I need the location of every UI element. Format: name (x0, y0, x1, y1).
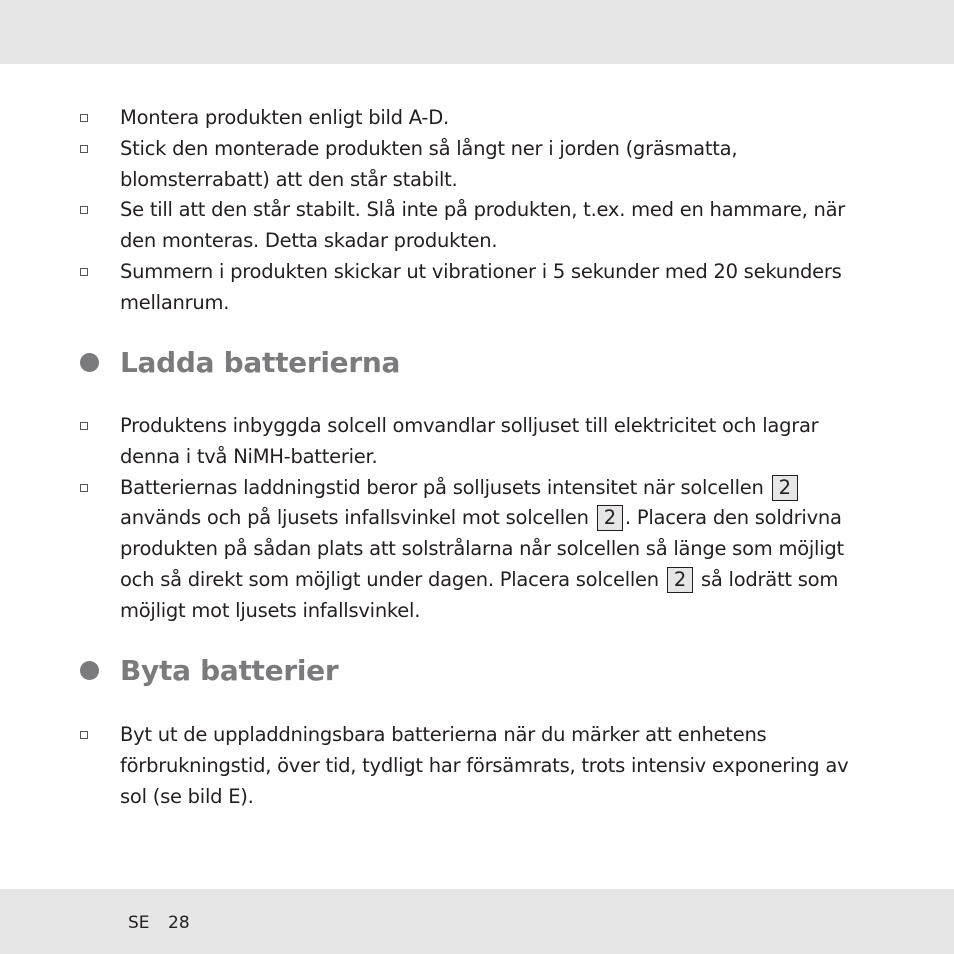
list-item (0, 257, 880, 319)
footer-language-code: SE (128, 913, 150, 933)
list-item-text-part: . Placera den soldrivna produkten på sådan plats att solstrålarna når solcellen så länge som möjligt och så direkt som möjligt under dagen. Placera solcellen (120, 506, 844, 591)
square-bullet-icon (80, 268, 88, 276)
list-item-text: Produktens inbyggda solcell omvandlar solljuset till elektricitet och lagrar denna i två NiMH-batterier. (120, 414, 819, 468)
square-bullet-icon (80, 114, 88, 122)
square-bullet-icon (80, 422, 88, 430)
square-bullet-icon (80, 206, 88, 214)
list-item-text-part: Batteriernas laddningstid beror på solljusets intensitet när solcellen (120, 475, 764, 499)
list-item-text: Se till att den står stabilt. Slå inte på produkten, t.ex. med en hammare, när den monteras. Detta skadar produkten. (120, 198, 846, 253)
section-title: Ladda batterierna (120, 346, 401, 379)
list-item-text: Summern i produkten skickar ut vibrationer i 5 sekunder med 20 sekunders mellanrum. (120, 259, 842, 314)
square-bullet-icon (80, 731, 88, 739)
circle-bullet-icon (80, 353, 99, 372)
list-item-text: Byt ut de uppladdningsbara batterierna när du märker att enhetens förbrukningstid, över tid, tydligt har försämrats, trots intensiv exponering av sol (se bild E). (120, 723, 849, 808)
figure-reference-box: 2 (772, 475, 798, 501)
page-number: 28 (168, 913, 190, 933)
replacement-instructions-list (0, 720, 954, 812)
square-bullet-icon (80, 484, 88, 492)
list-item (0, 411, 880, 473)
list-item (0, 473, 880, 627)
section-heading-replace-batteries (0, 652, 954, 692)
figure-reference-box: 2 (667, 567, 693, 593)
list-item (0, 103, 880, 134)
section-title: Byta batterier (120, 654, 339, 687)
charging-instructions-list (0, 411, 954, 627)
figure-reference-box: 2 (597, 505, 623, 531)
header-band (0, 0, 954, 64)
square-bullet-icon (80, 145, 88, 153)
mounting-instructions-list (0, 103, 954, 319)
list-item (0, 134, 880, 196)
list-item (0, 720, 880, 812)
list-item-text-part: så lodrätt som möjligt mot ljusets infallsvinkel. (120, 567, 839, 622)
list-item-text: Montera produkten enligt bild A-D. (120, 106, 449, 129)
list-item-text: Stick den monterade produkten så långt ner i jorden (gräsmatta, blomsterrabatt) att den står stabilt. (120, 136, 738, 191)
list-item (0, 195, 880, 257)
circle-bullet-icon (80, 661, 99, 680)
list-item-text-part: används och på ljusets infallsvinkel mot solcellen (120, 506, 589, 530)
section-heading-charge-batteries (0, 344, 954, 384)
